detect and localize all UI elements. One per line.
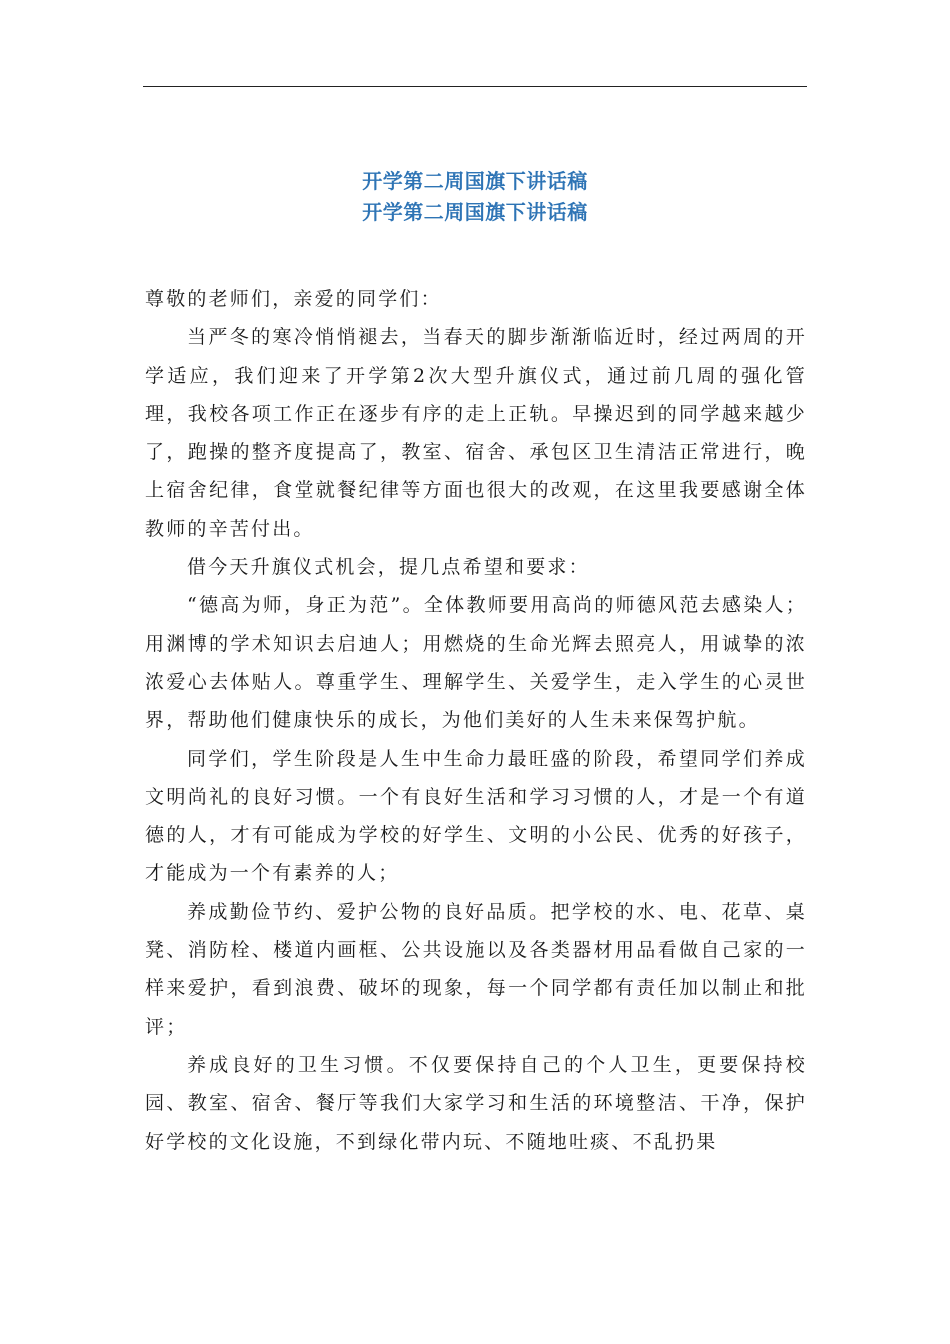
paragraph-requests-intro: 借今天升旗仪式机会，提几点希望和要求：: [187, 556, 590, 579]
greeting-line: 尊敬的老师们，亲爱的同学们：: [145, 288, 442, 310]
paragraph-teachers: “德高为师，身正为范”。全体教师要用高尚的师德风范去感染人；用渊博的学术知识去启迪人；用燃烧的生命光辉去照亮人，用诚挚的浓浓爱心去体贴人。尊重学生、理解学生、关爱学生，走入学生的心灵世界，帮助他们健康快乐的成长，为他们美好的人生未来保驾护航。: [145, 594, 807, 732]
document-subtitle: 开学第二周国旗下讲话稿: [362, 200, 588, 224]
paragraph-students-habits: 同学们，学生阶段是人生中生命力最旺盛的阶段，希望同学们养成文明尚礼的良好习惯。一个有良好生活和学习习惯的人，才是一个有道德的人，才有可能成为学校的好学生、文明的小公民、优秀的好孩子，才能成为一个有素养的人；: [145, 747, 807, 885]
paragraph-thrift: 养成勤俭节约、爱护公物的良好品质。把学校的水、电、花草、桌凳、消防栓、楼道内画框、公共设施以及各类器材用品看做自己家的一样来爱护，看到浪费、破坏的现象，每一个同学都有责任加以制止和批评；: [145, 900, 807, 1038]
document-body: [145, 280, 807, 1161]
document-title-block: [0, 166, 950, 228]
document-title: 开学第二周国旗下讲话稿: [362, 169, 588, 193]
header-rule: [143, 86, 807, 87]
paragraph-opening: 当严冬的寒冷悄悄褪去，当春天的脚步渐渐临近时，经过两周的开学适应，我们迎来了开学第2次大型升旗仪式，通过前几周的强化管理，我校各项工作正在逐步有序的走上正轨。早操迟到的同学越来越少了，跑操的整齐度提高了，教室、宿舍、承包区卫生清洁正常进行，晚上宿舍纪律，食堂就餐纪律等方面也很大的改观，在这里我要感谢全体教师的辛苦付出。: [145, 326, 807, 540]
paragraph-hygiene: 养成良好的卫生习惯。不仅要保持自己的个人卫生，更要保持校园、教室、宿舍、餐厅等我们大家学习和生活的环境整洁、干净，保护好学校的文化设施，不到绿化带内玩、不随地吐痰、不乱扔果: [145, 1053, 807, 1153]
